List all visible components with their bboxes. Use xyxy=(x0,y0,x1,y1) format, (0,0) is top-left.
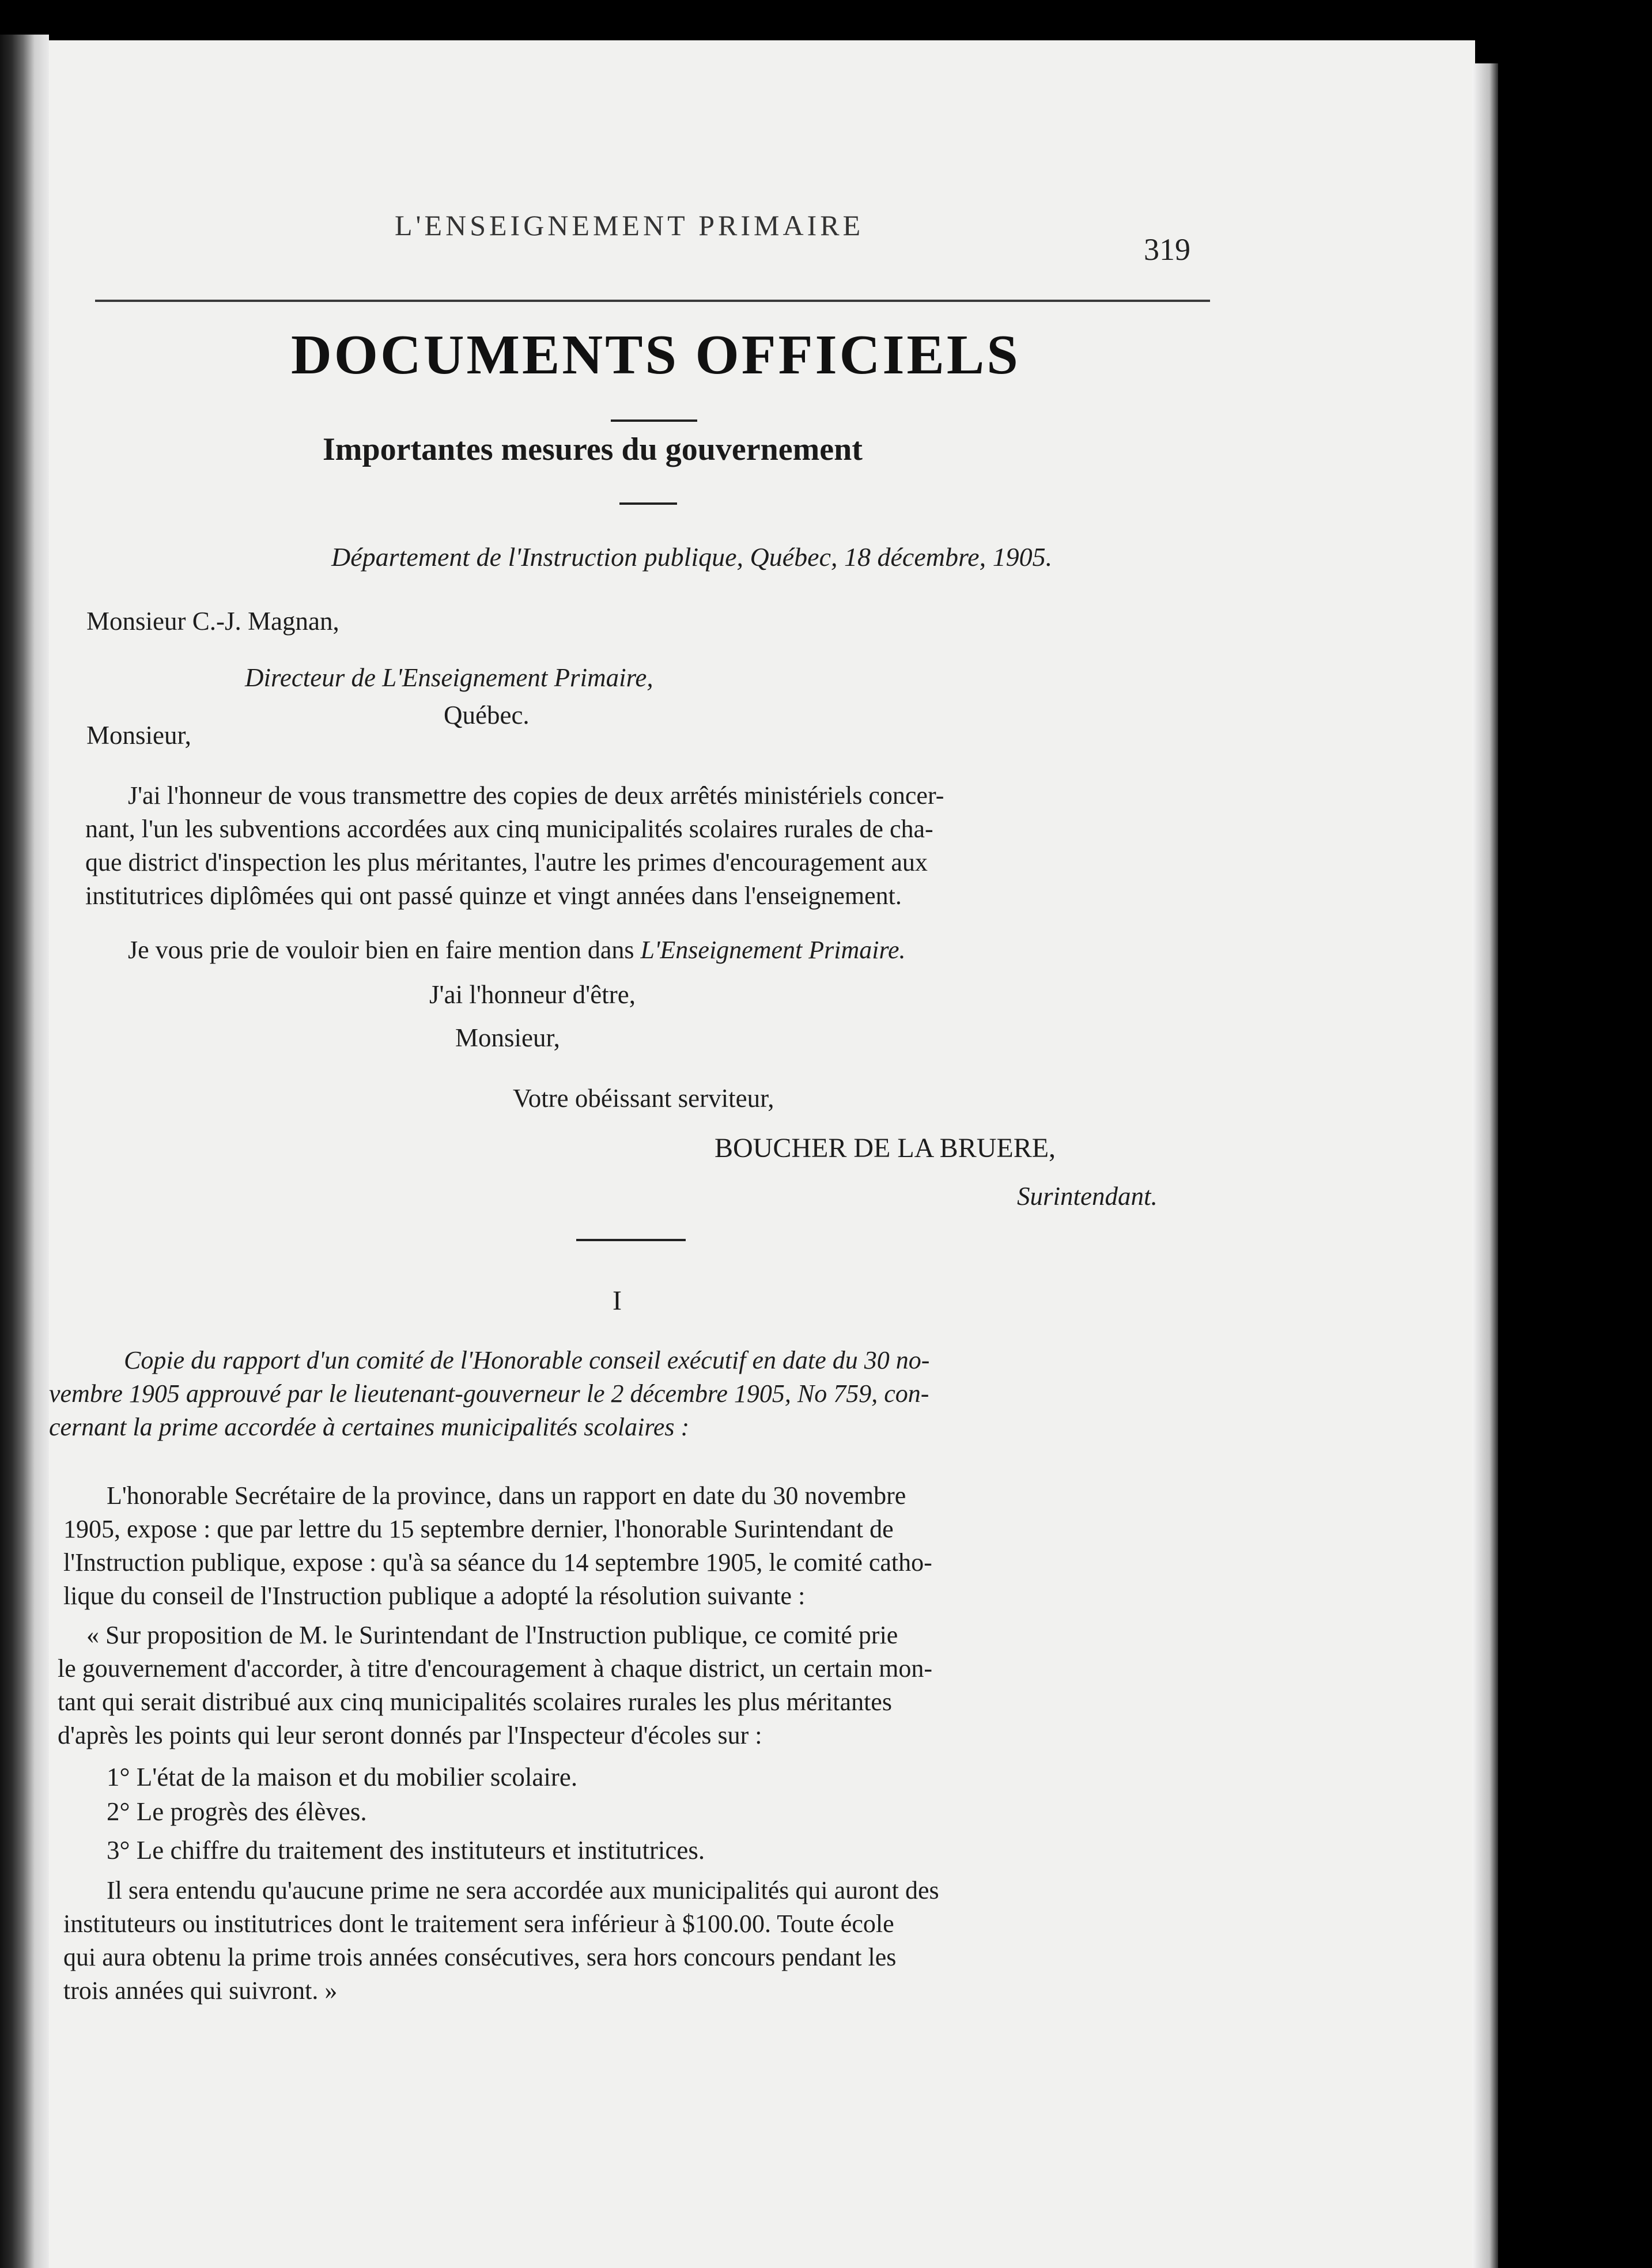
journal-title: L'Enseignement Primaire. xyxy=(640,936,906,964)
final-line: instituteurs ou institutrices dont le traitement sera inférieur à $100.00. Toute école xyxy=(63,1910,894,1938)
section-rule xyxy=(576,1239,686,1241)
signature: BOUCHER DE LA BRUERE, xyxy=(715,1133,1056,1163)
resolution-line: « Sur proposition de M. le Surintendant de l'Instruction publique, ce comité prie xyxy=(86,1621,898,1649)
running-head: L'ENSEIGNEMENT PRIMAIRE xyxy=(395,209,864,241)
section-numeral: I xyxy=(613,1286,622,1316)
closing-line: Monsieur, xyxy=(455,1023,560,1052)
signature-title: Surintendant. xyxy=(1017,1182,1158,1211)
letter-text: Je vous prie de vouloir bien en faire mention dans xyxy=(128,936,641,964)
criterion-item: 1° L'état de la maison et du mobilier scolaire. xyxy=(107,1763,578,1791)
addressee-city: Québec. xyxy=(444,701,530,729)
letter-line: institutrices diplômées qui ont passé quinze et vingt années dans l'enseignement. xyxy=(85,882,902,910)
criterion-item: 3° Le chiffre du traitement des instituteurs et institutrices. xyxy=(107,1836,705,1865)
title-rule xyxy=(611,419,697,422)
page-title: DOCUMENTS OFFICIELS xyxy=(291,324,1020,386)
addressee-name: Monsieur C.-J. Magnan, xyxy=(86,607,339,636)
letter-line: J'ai l'honneur de vous transmettre des copies de deux arrêtés ministériels concer- xyxy=(128,781,944,810)
header-rule xyxy=(95,300,1210,302)
copy-note-line: Copie du rapport d'un comité de l'Honorable conseil exécutif en date du 30 no- xyxy=(124,1346,930,1374)
final-line: trois années qui suivront. » xyxy=(63,1976,338,2005)
resolution-line: d'après les points qui leur seront donnés par l'Inspecteur d'écoles sur : xyxy=(58,1721,762,1749)
closing-line: Votre obéissant serviteur, xyxy=(513,1084,774,1113)
body-line: l'Instruction publique, expose : qu'à sa séance du 14 septembre 1905, le comité catho- xyxy=(63,1548,932,1577)
page-edge-shadow xyxy=(1472,63,1498,2268)
resolution-line: tant qui serait distribué aux cinq municipalités scolaires rurales les plus méritantes xyxy=(58,1688,892,1716)
letter-line xyxy=(128,935,905,965)
book-binding-edge xyxy=(0,35,49,2268)
criterion-item: 2° Le progrès des élèves. xyxy=(107,1797,367,1826)
resolution-line: le gouvernement d'accorder, à titre d'encouragement à chaque district, un certain mon- xyxy=(58,1654,932,1683)
page-subtitle: Importantes mesures du gouvernement xyxy=(323,432,863,467)
salutation: Monsieur, xyxy=(86,721,191,750)
body-line: lique du conseil de l'Instruction publique a adopté la résolution suivante : xyxy=(63,1582,806,1610)
body-line: 1905, expose : que par lettre du 15 septembre dernier, l'honorable Surintendant de xyxy=(63,1515,894,1543)
closing-line: J'ai l'honneur d'être, xyxy=(429,980,636,1009)
letter-dateline: Département de l'Instruction publique, Québec, 18 décembre, 1905. xyxy=(331,542,1053,572)
body-line: L'honorable Secrétaire de la province, dans un rapport en date du 30 novembre xyxy=(107,1481,906,1510)
final-line: qui aura obtenu la prime trois années consécutives, sera hors concours pendant les xyxy=(63,1943,897,1971)
final-line: Il sera entendu qu'aucune prime ne sera accordée aux municipalités qui auront des xyxy=(107,1876,939,1904)
addressee-title: Directeur de L'Enseignement Primaire, xyxy=(245,663,653,692)
copy-note-line: cernant la prime accordée à certaines municipalités scolaires : xyxy=(49,1413,690,1441)
letter-line: nant, l'un les subventions accordées aux cinq municipalités scolaires rurales de cha- xyxy=(85,815,933,843)
copy-note-line: vembre 1905 approuvé par le lieutenant-gouverneur le 2 décembre 1905, No 759, con- xyxy=(49,1379,929,1408)
page-number: 319 xyxy=(1144,232,1190,267)
letter-line: que district d'inspection les plus méritantes, l'autre les primes d'encouragement aux xyxy=(85,848,928,876)
subtitle-rule xyxy=(619,502,677,505)
